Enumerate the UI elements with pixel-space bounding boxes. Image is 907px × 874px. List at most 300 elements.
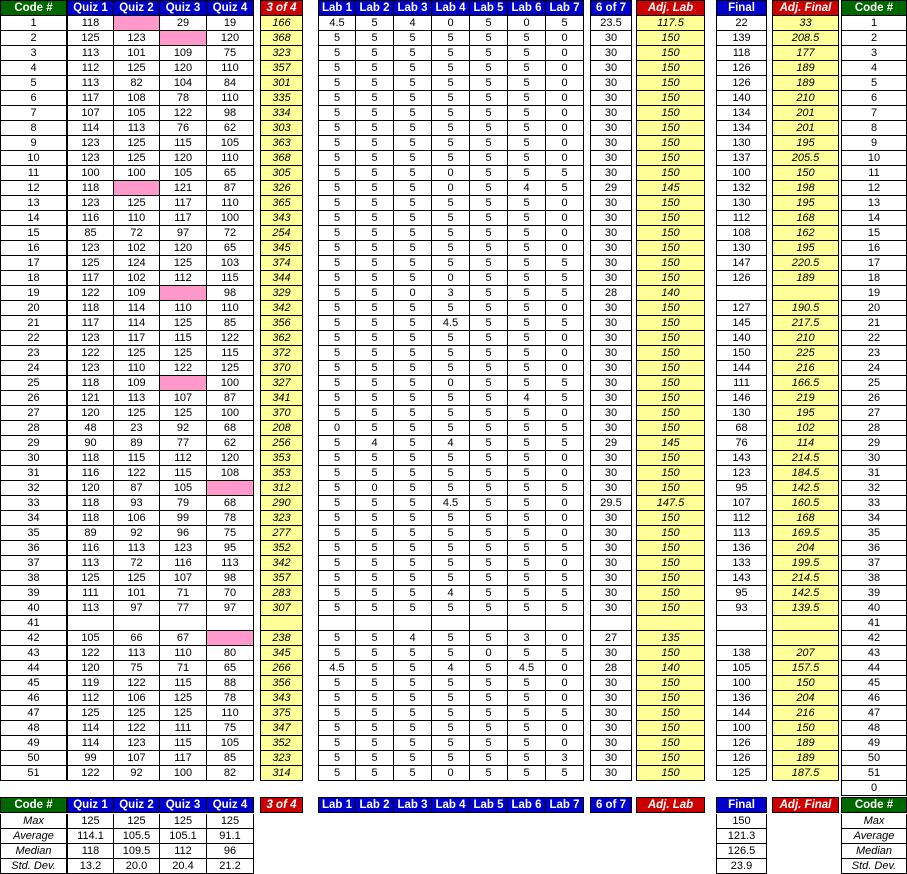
code-cell[interactable]: 49 — [0, 736, 67, 751]
quiz-cell[interactable]: 125 — [67, 571, 114, 586]
stat-final-cell[interactable]: 150 — [716, 814, 767, 829]
lab-cell[interactable]: 5 — [470, 571, 508, 586]
quiz-cell[interactable]: 125 — [114, 346, 160, 361]
code-cell[interactable]: 27 — [0, 406, 67, 421]
lab-cell[interactable]: 5 — [470, 661, 508, 676]
code-right-cell[interactable]: 48 — [841, 721, 907, 736]
lab-cell[interactable]: 5 — [356, 256, 394, 271]
final-cell[interactable]: 147 — [716, 256, 767, 271]
lab-cell[interactable]: 5 — [356, 91, 394, 106]
lab-cell[interactable]: 5 — [546, 286, 584, 301]
header-lab-3[interactable]: Lab 3 — [394, 0, 432, 16]
adj-final-cell[interactable]: 204 — [772, 541, 839, 556]
code-right-cell[interactable]: 2 — [841, 31, 907, 46]
adj-final-cell[interactable]: 142.5 — [772, 481, 839, 496]
final-cell[interactable]: 95 — [716, 586, 767, 601]
lab-cell[interactable]: 5 — [432, 241, 470, 256]
quiz-cell[interactable] — [67, 616, 114, 631]
adj-lab-cell[interactable]: 150 — [636, 766, 705, 781]
quiz-cell[interactable]: 68 — [207, 496, 254, 511]
lab-cell[interactable]: 3 — [508, 631, 546, 646]
final-cell[interactable]: 123 — [716, 466, 767, 481]
stat-label-right[interactable]: Average — [841, 829, 907, 844]
lab-cell[interactable]: 5 — [394, 106, 432, 121]
best-lab-cell[interactable]: 30 — [590, 361, 632, 376]
quiz-cell[interactable]: 106 — [114, 691, 160, 706]
best-quiz-cell[interactable]: 342 — [260, 556, 303, 571]
quiz-cell[interactable]: 92 — [160, 421, 207, 436]
code-cell[interactable]: 11 — [0, 166, 67, 181]
adj-lab-cell[interactable]: 150 — [636, 151, 705, 166]
quiz-cell[interactable]: 89 — [114, 436, 160, 451]
quiz-cell[interactable]: 105 — [207, 136, 254, 151]
quiz-cell[interactable]: 87 — [207, 181, 254, 196]
lab-cell[interactable]: 3 — [432, 286, 470, 301]
code-cell[interactable]: 1 — [0, 16, 67, 31]
quiz-cell[interactable]: 92 — [114, 526, 160, 541]
lab-cell[interactable]: 5 — [356, 301, 394, 316]
code-cell[interactable]: 40 — [0, 601, 67, 616]
code-right-cell[interactable]: 47 — [841, 706, 907, 721]
quiz-cell[interactable]: 71 — [160, 661, 207, 676]
lab-cell[interactable]: 5 — [318, 181, 356, 196]
lab-cell[interactable]: 0 — [546, 676, 584, 691]
final-cell[interactable]: 68 — [716, 421, 767, 436]
quiz-cell[interactable]: 125 — [207, 361, 254, 376]
best-lab-cell[interactable]: 29 — [590, 181, 632, 196]
quiz-cell[interactable]: 125 — [160, 706, 207, 721]
lab-cell[interactable]: 5 — [508, 721, 546, 736]
best-quiz-cell[interactable]: 356 — [260, 316, 303, 331]
lab-cell[interactable] — [318, 616, 356, 631]
best-quiz-cell[interactable]: 301 — [260, 76, 303, 91]
code-right-cell[interactable]: 23 — [841, 346, 907, 361]
quiz-cell[interactable]: 110 — [207, 91, 254, 106]
code-right-cell[interactable]: 17 — [841, 256, 907, 271]
lab-cell[interactable]: 0 — [508, 16, 546, 31]
adj-lab-cell[interactable]: 150 — [636, 646, 705, 661]
lab-cell[interactable]: 0 — [394, 286, 432, 301]
best-lab-cell[interactable]: 23.5 — [590, 16, 632, 31]
lab-cell[interactable]: 0 — [432, 271, 470, 286]
quiz-cell[interactable]: 101 — [114, 46, 160, 61]
lab-cell[interactable]: 5 — [508, 196, 546, 211]
final-cell[interactable]: 150 — [716, 346, 767, 361]
lab-cell[interactable]: 5 — [318, 376, 356, 391]
adj-final-cell[interactable]: 210 — [772, 331, 839, 346]
quiz-cell[interactable]: 125 — [114, 196, 160, 211]
lab-cell[interactable]: 5 — [394, 46, 432, 61]
stat-quiz-cell[interactable]: 114.1 — [67, 829, 114, 844]
best-lab-cell[interactable]: 30 — [590, 331, 632, 346]
lab-cell[interactable]: 5 — [394, 256, 432, 271]
code-right-cell[interactable]: 37 — [841, 556, 907, 571]
lab-cell[interactable]: 5 — [546, 271, 584, 286]
code-right-cell[interactable]: 33 — [841, 496, 907, 511]
quiz-cell[interactable]: 87 — [114, 481, 160, 496]
lab-cell[interactable]: 5 — [432, 451, 470, 466]
lab-cell[interactable]: 5 — [508, 286, 546, 301]
code-right-cell[interactable]: 27 — [841, 406, 907, 421]
lab-cell[interactable] — [508, 616, 546, 631]
header-quiz-1[interactable]: Quiz 1 — [67, 0, 114, 16]
lab-cell[interactable]: 5 — [394, 361, 432, 376]
adj-lab-cell[interactable]: 145 — [636, 436, 705, 451]
code-right-cell[interactable]: 46 — [841, 691, 907, 706]
lab-cell[interactable]: 5 — [394, 301, 432, 316]
quiz-cell[interactable]: 112 — [160, 451, 207, 466]
lab-cell[interactable]: 5 — [318, 406, 356, 421]
code-right-cell[interactable]: 25 — [841, 376, 907, 391]
lab-cell[interactable]: 5 — [432, 571, 470, 586]
quiz-cell[interactable]: 125 — [67, 256, 114, 271]
final-cell[interactable]: 146 — [716, 391, 767, 406]
lab-cell[interactable]: 5 — [318, 751, 356, 766]
code-right-cell[interactable]: 30 — [841, 451, 907, 466]
quiz-cell[interactable]: 99 — [160, 511, 207, 526]
code-cell[interactable]: 22 — [0, 331, 67, 346]
lab-cell[interactable]: 5 — [508, 106, 546, 121]
final-cell[interactable]: 133 — [716, 556, 767, 571]
quiz-cell[interactable]: 102 — [114, 271, 160, 286]
lab-cell[interactable]: 4 — [394, 16, 432, 31]
quiz-cell[interactable]: 72 — [207, 226, 254, 241]
final-cell[interactable]: 126 — [716, 736, 767, 751]
best-lab-cell[interactable]: 30 — [590, 766, 632, 781]
code-cell[interactable]: 28 — [0, 421, 67, 436]
stat-quiz-cell[interactable]: 91.1 — [207, 829, 254, 844]
adj-final-cell[interactable]: 217.5 — [772, 316, 839, 331]
lab-cell[interactable]: 5 — [546, 601, 584, 616]
best-quiz-cell[interactable]: 323 — [260, 751, 303, 766]
lab-cell[interactable]: 5 — [356, 376, 394, 391]
quiz-cell[interactable]: 72 — [114, 556, 160, 571]
lab-cell[interactable]: 5 — [394, 406, 432, 421]
header-lab-1-bottom[interactable]: Lab 1 — [318, 797, 356, 813]
best-quiz-cell[interactable]: 363 — [260, 136, 303, 151]
header-quiz-4[interactable]: Quiz 4 — [207, 0, 254, 16]
code-right-cell[interactable]: 15 — [841, 226, 907, 241]
lab-cell[interactable]: 5 — [356, 136, 394, 151]
code-cell[interactable]: 36 — [0, 541, 67, 556]
lab-cell[interactable] — [356, 616, 394, 631]
quiz-cell[interactable]: 84 — [207, 76, 254, 91]
best-quiz-cell[interactable]: 375 — [260, 706, 303, 721]
quiz-cell[interactable]: 110 — [207, 151, 254, 166]
final-cell[interactable]: 138 — [716, 646, 767, 661]
lab-cell[interactable]: 0 — [546, 496, 584, 511]
quiz-cell[interactable]: 123 — [67, 196, 114, 211]
lab-cell[interactable]: 5 — [508, 646, 546, 661]
adj-final-cell[interactable]: 160.5 — [772, 496, 839, 511]
quiz-cell[interactable]: 122 — [160, 361, 207, 376]
adj-lab-cell[interactable]: 150 — [636, 136, 705, 151]
quiz-cell[interactable]: 125 — [160, 256, 207, 271]
quiz-cell[interactable]: 115 — [160, 676, 207, 691]
lab-cell[interactable]: 0 — [546, 76, 584, 91]
code-cell[interactable]: 42 — [0, 631, 67, 646]
quiz-cell[interactable]: 110 — [160, 646, 207, 661]
best-lab-cell[interactable]: 30 — [590, 151, 632, 166]
best-lab-cell[interactable]: 28 — [590, 286, 632, 301]
lab-cell[interactable]: 4 — [394, 631, 432, 646]
lab-cell[interactable]: 5 — [546, 766, 584, 781]
quiz-cell[interactable]: 122 — [114, 466, 160, 481]
stat-quiz-cell[interactable]: 125 — [207, 814, 254, 829]
adj-final-cell[interactable]: 166.5 — [772, 376, 839, 391]
stat-label[interactable]: Median — [0, 844, 67, 859]
adj-lab-cell[interactable]: 150 — [636, 106, 705, 121]
code-cell[interactable]: 7 — [0, 106, 67, 121]
code-cell[interactable]: 10 — [0, 151, 67, 166]
best-quiz-cell[interactable]: 312 — [260, 481, 303, 496]
header-lab-5-bottom[interactable]: Lab 5 — [470, 797, 508, 813]
lab-cell[interactable]: 5 — [508, 436, 546, 451]
best-lab-cell[interactable]: 30 — [590, 466, 632, 481]
adj-final-cell[interactable]: 162 — [772, 226, 839, 241]
lab-cell[interactable]: 5 — [432, 391, 470, 406]
header-lab-7[interactable]: Lab 7 — [546, 0, 584, 16]
header-lab-4[interactable]: Lab 4 — [432, 0, 470, 16]
code-cell[interactable]: 51 — [0, 766, 67, 781]
lab-cell[interactable]: 5 — [546, 316, 584, 331]
best-lab-cell[interactable]: 30 — [590, 511, 632, 526]
best-quiz-cell[interactable]: 368 — [260, 31, 303, 46]
quiz-cell[interactable]: 76 — [160, 121, 207, 136]
lab-cell[interactable]: 5 — [394, 61, 432, 76]
quiz-cell[interactable]: 114 — [114, 301, 160, 316]
final-cell[interactable]: 145 — [716, 316, 767, 331]
quiz-cell[interactable]: 88 — [207, 676, 254, 691]
quiz-cell[interactable]: 89 — [67, 526, 114, 541]
best-quiz-cell[interactable]: 290 — [260, 496, 303, 511]
final-cell[interactable]: 130 — [716, 241, 767, 256]
lab-cell[interactable]: 4 — [432, 586, 470, 601]
best-quiz-cell[interactable] — [260, 616, 303, 631]
best-quiz-cell[interactable]: 303 — [260, 121, 303, 136]
adj-final-cell[interactable]: 204 — [772, 691, 839, 706]
best-lab-cell[interactable]: 30 — [590, 121, 632, 136]
quiz-cell[interactable]: 125 — [114, 571, 160, 586]
lab-cell[interactable]: 5 — [432, 541, 470, 556]
lab-cell[interactable]: 5 — [356, 706, 394, 721]
lab-cell[interactable]: 5 — [318, 46, 356, 61]
quiz-cell[interactable]: 72 — [114, 226, 160, 241]
lab-cell[interactable]: 5 — [394, 316, 432, 331]
lab-cell[interactable]: 5 — [356, 76, 394, 91]
lab-cell[interactable]: 5 — [356, 121, 394, 136]
best-lab-cell[interactable]: 29 — [590, 436, 632, 451]
code-right-cell[interactable]: 40 — [841, 601, 907, 616]
lab-cell[interactable]: 5 — [508, 361, 546, 376]
quiz-cell[interactable] — [160, 286, 207, 301]
lab-cell[interactable]: 5 — [318, 226, 356, 241]
lab-cell[interactable]: 5 — [432, 421, 470, 436]
quiz-cell[interactable]: 29 — [160, 16, 207, 31]
lab-cell[interactable]: 4 — [508, 391, 546, 406]
quiz-cell[interactable]: 100 — [114, 166, 160, 181]
lab-cell[interactable]: 5 — [318, 586, 356, 601]
lab-cell[interactable]: 5 — [432, 196, 470, 211]
quiz-cell[interactable]: 122 — [114, 721, 160, 736]
quiz-cell[interactable] — [207, 481, 254, 496]
quiz-cell[interactable]: 79 — [160, 496, 207, 511]
code-right-cell[interactable]: 41 — [841, 616, 907, 631]
code-cell[interactable]: 31 — [0, 466, 67, 481]
header-lab-7-bottom[interactable]: Lab 7 — [546, 797, 584, 813]
quiz-cell[interactable]: 110 — [114, 211, 160, 226]
quiz-cell[interactable]: 107 — [160, 571, 207, 586]
quiz-cell[interactable] — [160, 31, 207, 46]
quiz-cell[interactable]: 113 — [67, 601, 114, 616]
stat-quiz-cell[interactable]: 20.0 — [114, 859, 160, 874]
quiz-cell[interactable]: 97 — [207, 601, 254, 616]
header-code-right[interactable]: Code # — [841, 0, 907, 16]
lab-cell[interactable]: 5 — [432, 361, 470, 376]
quiz-cell[interactable]: 125 — [160, 346, 207, 361]
header-adj-lab[interactable]: Adj. Lab — [636, 0, 705, 16]
best-lab-cell[interactable]: 30 — [590, 751, 632, 766]
best-quiz-cell[interactable]: 323 — [260, 511, 303, 526]
best-quiz-cell[interactable]: 238 — [260, 631, 303, 646]
header-best-quiz-bottom[interactable]: 3 of 4 — [260, 797, 303, 813]
lab-cell[interactable]: 5 — [470, 121, 508, 136]
adj-lab-cell[interactable]: 150 — [636, 121, 705, 136]
lab-cell[interactable]: 0 — [546, 106, 584, 121]
best-quiz-cell[interactable]: 362 — [260, 331, 303, 346]
best-quiz-cell[interactable]: 323 — [260, 46, 303, 61]
quiz-cell[interactable]: 116 — [67, 211, 114, 226]
adj-lab-cell[interactable] — [636, 616, 705, 631]
adj-final-cell[interactable]: 214.5 — [772, 451, 839, 466]
best-quiz-cell[interactable]: 327 — [260, 376, 303, 391]
adj-final-cell[interactable]: 198 — [772, 181, 839, 196]
lab-cell[interactable]: 5 — [318, 271, 356, 286]
lab-cell[interactable]: 5 — [356, 736, 394, 751]
adj-final-cell[interactable]: 216 — [772, 361, 839, 376]
lab-cell[interactable]: 5 — [394, 646, 432, 661]
lab-cell[interactable]: 5 — [546, 571, 584, 586]
lab-cell[interactable]: 5 — [432, 136, 470, 151]
adj-lab-cell[interactable]: 150 — [636, 541, 705, 556]
lab-cell[interactable]: 5 — [470, 331, 508, 346]
header-best-lab[interactable]: 6 of 7 — [590, 0, 632, 16]
quiz-cell[interactable]: 110 — [114, 361, 160, 376]
code-cell[interactable]: 9 — [0, 136, 67, 151]
lab-cell[interactable]: 5 — [470, 541, 508, 556]
best-lab-cell[interactable]: 30 — [590, 421, 632, 436]
lab-cell[interactable]: 5 — [508, 61, 546, 76]
lab-cell[interactable]: 5 — [470, 16, 508, 31]
quiz-cell[interactable]: 110 — [207, 706, 254, 721]
quiz-cell[interactable]: 115 — [160, 466, 207, 481]
adj-lab-cell[interactable]: 117.5 — [636, 16, 705, 31]
lab-cell[interactable]: 0 — [470, 646, 508, 661]
quiz-cell[interactable]: 109 — [114, 376, 160, 391]
final-cell[interactable]: 140 — [716, 331, 767, 346]
best-lab-cell[interactable]: 30 — [590, 256, 632, 271]
adj-final-cell[interactable]: 214.5 — [772, 571, 839, 586]
quiz-cell[interactable]: 80 — [207, 646, 254, 661]
final-cell[interactable]: 22 — [716, 16, 767, 31]
lab-cell[interactable]: 5 — [356, 196, 394, 211]
quiz-cell[interactable]: 78 — [207, 691, 254, 706]
quiz-cell[interactable]: 118 — [67, 16, 114, 31]
best-lab-cell[interactable]: 30 — [590, 301, 632, 316]
best-quiz-cell[interactable]: 353 — [260, 466, 303, 481]
lab-cell[interactable]: 5 — [432, 481, 470, 496]
quiz-cell[interactable]: 125 — [114, 61, 160, 76]
quiz-cell[interactable]: 116 — [67, 466, 114, 481]
lab-cell[interactable]: 4 — [432, 661, 470, 676]
lab-cell[interactable]: 5 — [470, 376, 508, 391]
lab-cell[interactable]: 5 — [508, 571, 546, 586]
lab-cell[interactable]: 5 — [470, 256, 508, 271]
quiz-cell[interactable]: 118 — [67, 451, 114, 466]
best-quiz-cell[interactable]: 357 — [260, 61, 303, 76]
lab-cell[interactable]: 5 — [356, 106, 394, 121]
lab-cell[interactable]: 0 — [546, 346, 584, 361]
code-right-cell[interactable]: 32 — [841, 481, 907, 496]
quiz-cell[interactable]: 116 — [67, 541, 114, 556]
adj-lab-cell[interactable]: 150 — [636, 511, 705, 526]
adj-lab-cell[interactable]: 150 — [636, 31, 705, 46]
best-lab-cell[interactable]: 30 — [590, 271, 632, 286]
adj-final-cell[interactable]: 199.5 — [772, 556, 839, 571]
lab-cell[interactable]: 5 — [394, 391, 432, 406]
adj-final-cell[interactable]: 169.5 — [772, 526, 839, 541]
adj-final-cell[interactable]: 190.5 — [772, 301, 839, 316]
header-quiz-2[interactable]: Quiz 2 — [114, 0, 160, 16]
adj-lab-cell[interactable]: 147.5 — [636, 496, 705, 511]
adj-final-cell[interactable] — [772, 286, 839, 301]
lab-cell[interactable]: 5 — [356, 571, 394, 586]
lab-cell[interactable]: 5 — [432, 646, 470, 661]
code-cell[interactable]: 16 — [0, 241, 67, 256]
lab-cell[interactable] — [394, 616, 432, 631]
best-quiz-cell[interactable]: 266 — [260, 661, 303, 676]
adj-final-cell[interactable]: 168 — [772, 511, 839, 526]
code-cell[interactable]: 32 — [0, 481, 67, 496]
lab-cell[interactable]: 5 — [470, 676, 508, 691]
lab-cell[interactable]: 5 — [508, 316, 546, 331]
code-right-cell[interactable]: 1 — [841, 16, 907, 31]
lab-cell[interactable]: 5 — [356, 541, 394, 556]
quiz-cell[interactable]: 120 — [160, 61, 207, 76]
header-adj-final[interactable]: Adj. Final — [772, 0, 839, 16]
lab-cell[interactable]: 5 — [356, 166, 394, 181]
lab-cell[interactable]: 5 — [318, 241, 356, 256]
stat-quiz-cell[interactable]: 125 — [160, 814, 207, 829]
code-cell[interactable]: 19 — [0, 286, 67, 301]
lab-cell[interactable]: 5 — [470, 91, 508, 106]
lab-cell[interactable]: 5 — [508, 751, 546, 766]
adj-final-cell[interactable]: 201 — [772, 106, 839, 121]
code-right-cell[interactable]: 50 — [841, 751, 907, 766]
adj-final-cell[interactable]: 102 — [772, 421, 839, 436]
final-cell[interactable]: 76 — [716, 436, 767, 451]
quiz-cell[interactable]: 118 — [67, 496, 114, 511]
lab-cell[interactable]: 5 — [318, 331, 356, 346]
lab-cell[interactable]: 5 — [470, 136, 508, 151]
quiz-cell[interactable]: 122 — [160, 106, 207, 121]
lab-cell[interactable]: 5 — [318, 526, 356, 541]
lab-cell[interactable]: 5 — [432, 331, 470, 346]
adj-lab-cell[interactable]: 150 — [636, 196, 705, 211]
code-right-cell[interactable]: 22 — [841, 331, 907, 346]
best-quiz-cell[interactable]: 347 — [260, 721, 303, 736]
quiz-cell[interactable]: 125 — [114, 406, 160, 421]
